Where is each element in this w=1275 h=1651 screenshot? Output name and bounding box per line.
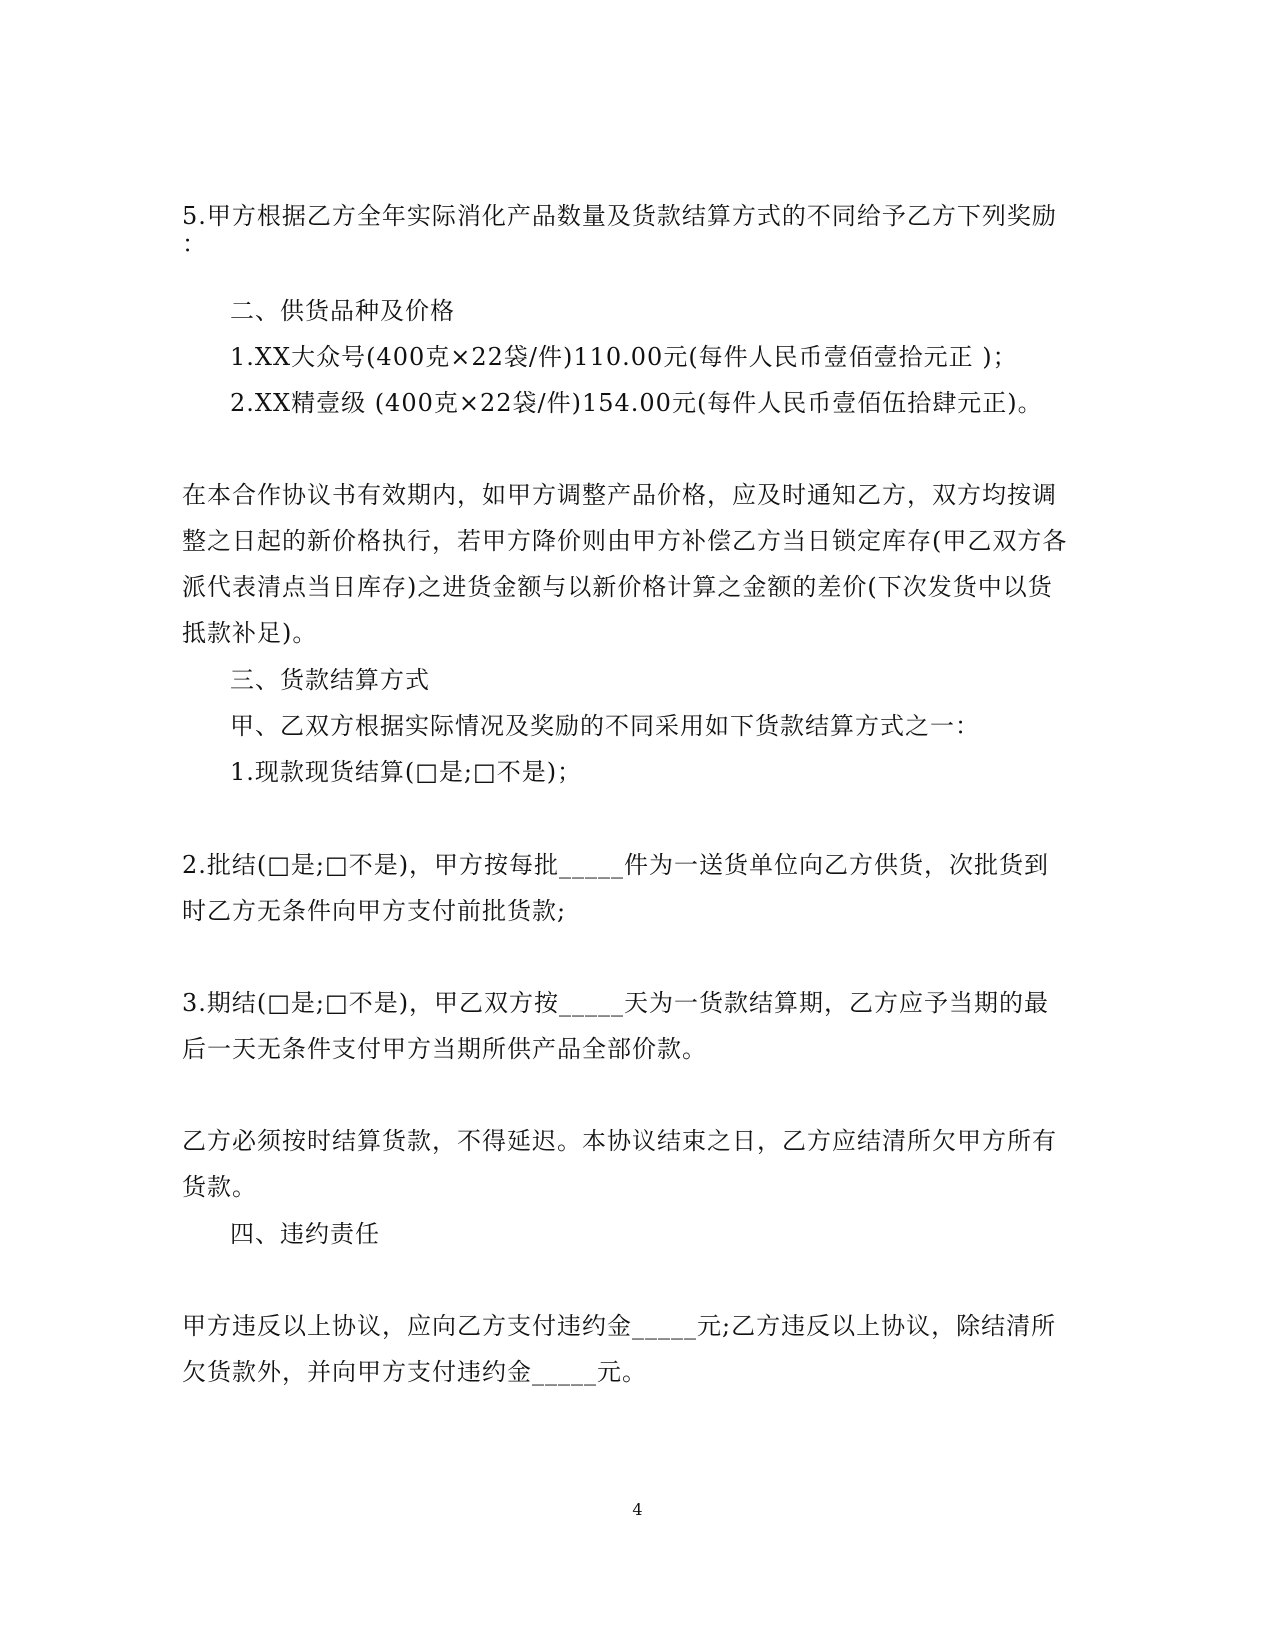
section-2-heading: 二、供货品种及价格	[230, 297, 455, 325]
price-adjust-line-2: 整之日起的新价格执行，若甲方降价则由甲方补偿乙方当日锁定库存(甲乙双方各	[182, 527, 1068, 555]
breach-line-2: 欠货款外，并向甲方支付违约金_____元。	[182, 1358, 647, 1386]
settlement-option-1: 1.现款现货结算(□是;□不是)；	[230, 758, 583, 786]
payment-deadline-line-1: 乙方必须按时结算货款，不得延迟。本协议结束之日，乙方应结清所欠甲方所有	[182, 1127, 1057, 1155]
breach-line-1: 甲方违反以上协议，应向乙方支付违约金_____元;乙方违反以上协议，除结清所	[182, 1312, 1057, 1340]
page-number: 4	[632, 1500, 643, 1519]
clause-5-line-1: 5.甲方根据乙方全年实际消化产品数量及货款结算方式的不同给予乙方下列奖励	[182, 202, 1057, 230]
price-item-2: 2.XX精壹级 (400克×22袋/件)154.00元(每件人民币壹佰伍拾肆元正)。	[230, 389, 1043, 417]
section-3-heading: 三、货款结算方式	[230, 666, 430, 694]
price-adjust-line-1: 在本合作协议书有效期内，如甲方调整产品价格，应及时通知乙方，双方均按调	[182, 481, 1057, 509]
settlement-option-2-line-1: 2.批结(□是;□不是)，甲方按每批_____件为一送货单位向乙方供货，次批货到	[182, 851, 1050, 879]
price-item-1: 1.XX大众号(400克×22袋/件)110.00元(每件人民币壹佰壹拾元正 )；	[230, 343, 1018, 371]
settlement-option-3-line-2: 后一天无条件支付甲方当期所供产品全部价款。	[182, 1035, 707, 1063]
settlement-option-3-line-1: 3.期结(□是;□不是)，甲乙双方按_____天为一货款结算期，乙方应予当期的最	[182, 989, 1050, 1017]
settlement-intro: 甲、乙双方根据实际情况及奖励的不同采用如下货款结算方式之一：	[230, 712, 980, 740]
clause-5-line-2: ：	[182, 230, 207, 258]
payment-deadline-line-2: 货款。	[182, 1173, 257, 1201]
price-adjust-line-4: 抵款补足)。	[182, 619, 318, 647]
price-adjust-line-3: 派代表清点当日库存)之进货金额与以新价格计算之金额的差价(下次发货中以货	[182, 573, 1053, 601]
section-4-heading: 四、违约责任	[230, 1220, 380, 1248]
settlement-option-2-line-2: 时乙方无条件向甲方支付前批货款;	[182, 897, 567, 925]
